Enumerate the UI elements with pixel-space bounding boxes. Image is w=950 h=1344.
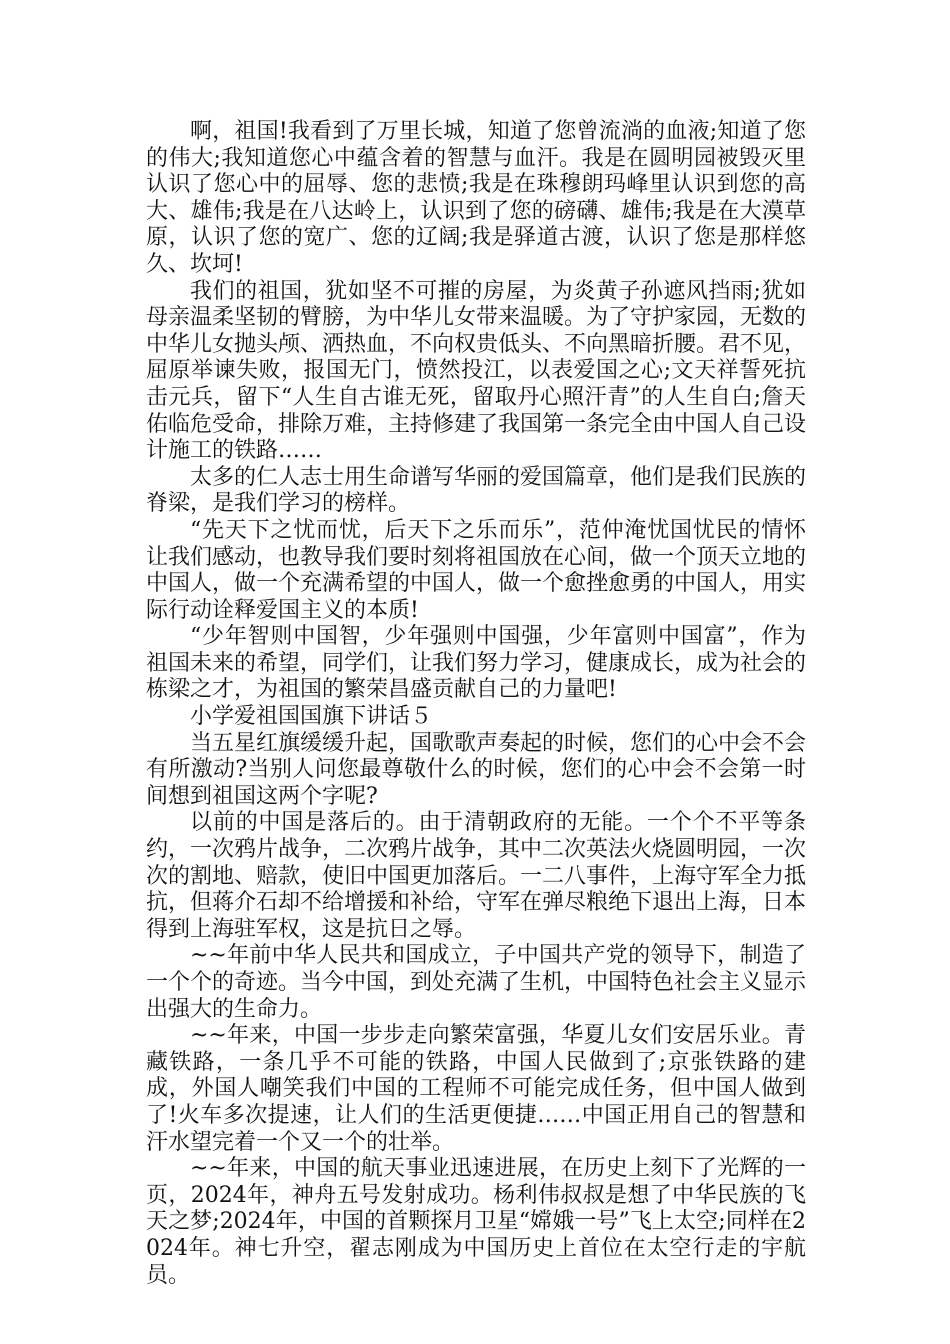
- paragraph-3: 太多的仁人志士用生命谱写华丽的爱国篇章，他们是我们民族的脊梁，是我们学习的榜样。: [146, 464, 807, 517]
- paragraph-6: 当五星红旗缓缓升起，国歌歌声奏起的时候，您们的心中会不会有所激动?当别人问您最尊敬什么的时候，您们的心中会不会第一时间想到祖国这两个字呢?: [146, 730, 807, 809]
- paragraph-7: 以前的中国是落后的。由于清朝政府的无能。一个个不平等条约，一次鸦片战争，二次鸦片战争，其中二次英法火烧圆明园，一次次的割地、赔款，使旧中国更加落后。一二八事件，上海守军全力抵抗，但蒋介石却不给增援和补给，守军在弹尽粮绝下退出上海，日本得到上海驻军权，这是抗日之辱。: [146, 810, 807, 942]
- paragraph-5: “少年智则中国智，少年强则中国强，少年富则中国富”，作为祖国未来的希望，同学们，让我们努力学习，健康成长，成为社会的栋梁之才，为祖国的繁荣昌盛贡献自己的力量吧!: [146, 624, 807, 703]
- paragraph-10: ~~年来，中国的航天事业迅速进展，在历史上刻下了光辉的一页，2024年，神舟五号发射成功。杨利伟叔叔是想了中华民族的飞天之梦;2024年，中国的首颗探月卫星“嫦娥一号”飞上太空;同样在2024年。神七升空，翟志刚成为中国历史上首位在太空行走的宇航员。: [146, 1156, 806, 1288]
- section-heading: 小学爱祖国国旗下讲话５: [190, 704, 433, 730]
- paragraph-8: ~~年前中华人民共和国成立，子中国共产党的领导下，制造了一个个的奇迹。当今中国，到处充满了生机，中国特色社会主义显示出强大的生命力。: [146, 943, 807, 1022]
- paragraph-2: 我们的祖国，犹如坚不可摧的房屋，为炎黄子孙遮风挡雨;犹如母亲温柔坚韧的臂膀，为中华儿女带来温暖。为了守护家园，无数的中华儿女抛头颅、洒热血，不向权贵低头、不向黑暗折腰。君不见，屈原举谏失败，报国无门，愤然投江，以表爱国之心;文天祥誓死抗击元兵，留下“人生自古谁无死，留取丹心照汗青”的人生自白;詹天佑临危受命，排除万难，主持修建了我国第一条完全由中国人自己设计施工的铁路……: [146, 278, 807, 464]
- paragraph-1: 啊，祖国!我看到了万里长城，知道了您曾流淌的血液;知道了您的伟大;我知道您心中蕴含着的智慧与血汗。我是在圆明园被毁灭里认识了您心中的屈辱、您的悲愤;我是在珠穆朗玛峰里认识到您的高大、雄伟;我是在八达岭上，认识到了您的磅礴、雄伟;我是在大漠草原，认识了您的宽广、您的辽阔;我是驿道古渡，认识了您是那样悠久、坎坷!: [146, 119, 806, 277]
- paragraph-9: ~~年来，中国一步步走向繁荣富强，华夏儿女们安居乐业。青藏铁路，一条几乎不可能的铁路，中国人民做到了;京张铁路的建成，外国人嘲笑我们中国的工程师不可能完成任务，但中国人做到了!火车多次提速，让人们的生活更便捷……中国正用自己的智慧和汗水望完着一个又一个的壮举。: [146, 1023, 806, 1155]
- document-body: [146, 119, 806, 1289]
- paragraph-4: “先天下之忧而忧，后天下之乐而乐”，范仲淹忧国忧民的情怀让我们感动，也教导我们要时刻将祖国放在心间，做一个顶天立地的中国人，做一个充满希望的中国人，做一个愈挫愈勇的中国人，用实际行动诠释爱国主义的本质!: [146, 517, 807, 623]
